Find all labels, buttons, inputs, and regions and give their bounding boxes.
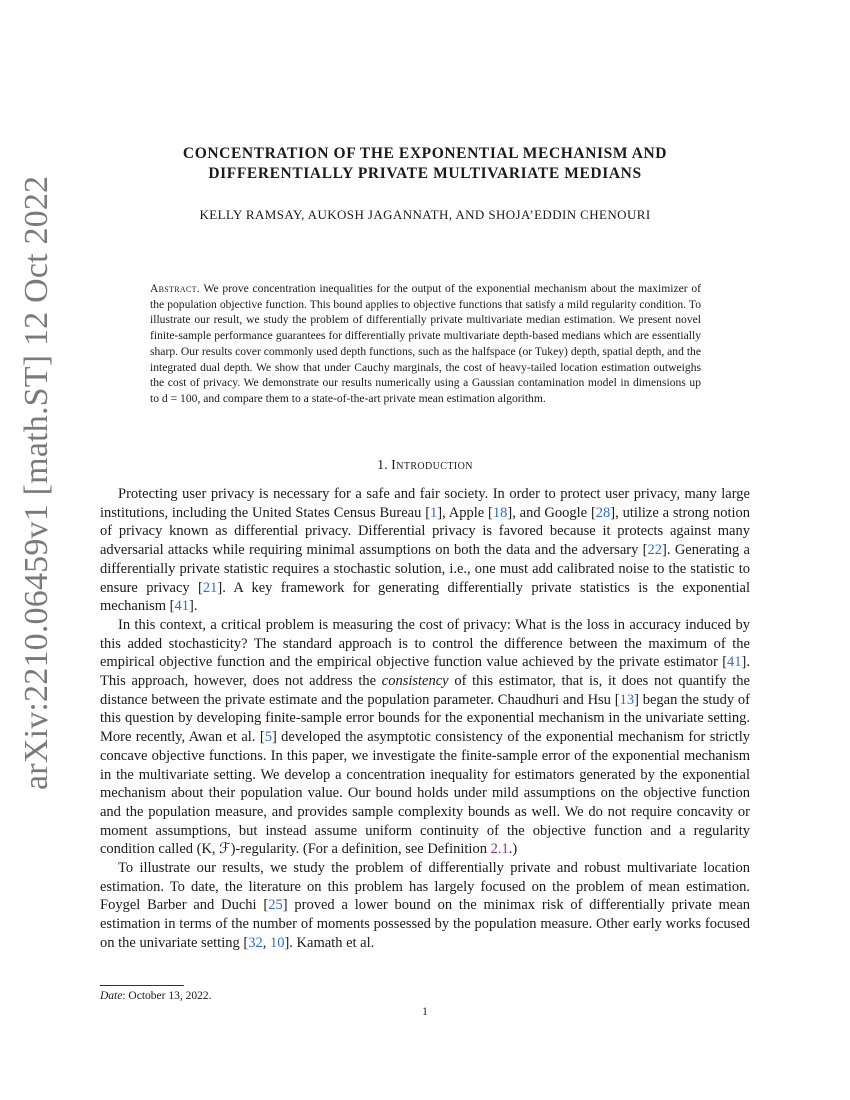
- text-run: began the study of this question by developing finite-sample error bounds for the exponential mechanism in the univariate setting. More recently, Awan et al.: [100, 691, 750, 746]
- definition-cross-reference[interactable]: 2.1: [490, 841, 509, 858]
- citation-link[interactable]: [41]: [722, 654, 747, 671]
- text-run: .): [508, 841, 518, 858]
- section-heading: [100, 458, 750, 474]
- citation-link[interactable]: [25]: [263, 897, 288, 914]
- text-run: , utilize a strong notion of privacy known as differential privacy. Differential privacy is favored because it protects against many adversarial attacks while requiring minimal assumptions on both the data and the adversary: [100, 504, 751, 559]
- text-run: . Generating a differentially private statistic requires a stochastic solution, i.e., one must add calibrated noise to the statistic to ensure privacy: [100, 542, 750, 596]
- citation-link[interactable]: [22]: [642, 542, 667, 559]
- text-run: . This approach, however, does not address the: [100, 654, 750, 690]
- text-run: . A key framework for generating differentially private statistics is the exponential mechanism: [100, 579, 750, 615]
- citation-number[interactable]: 5: [264, 729, 272, 746]
- abstract: [150, 281, 701, 407]
- footnote-text: : October 13, 2022.: [122, 990, 212, 1002]
- citation-number[interactable]: 28: [595, 504, 611, 521]
- citation-link[interactable]: [18]: [488, 504, 513, 521]
- citation-separator: ,: [262, 934, 270, 951]
- text-run: , and Google: [512, 504, 591, 521]
- paper-title: [100, 144, 750, 184]
- citation-link[interactable]: [32, 10]: [243, 934, 290, 951]
- text-run: Protecting user privacy is necessary for a safe and fair society. In order to protect user privacy, many large institutions, including the United States Census Bureau: [100, 486, 750, 521]
- text-run: In this context, a critical problem is measuring the cost of privacy: What is the loss in accuracy induced by this added stochasticity? The standard approach is to control the difference between the maximum of the empirical objective function and the empirical objective function value achieved by the private estimator: [100, 616, 750, 671]
- citation-link[interactable]: [28]: [590, 504, 616, 521]
- citation-number[interactable]: 18: [492, 504, 508, 521]
- citation-number[interactable]: 25: [268, 897, 283, 914]
- abstract-text: We prove concentration inequalities for the output of the exponential mechanism about the maximizer of the population objective function. This bound applies to objective functions that satisfy a mild regularity condition. To illustrate our result, we study the problem of differentially private multivariate median estimation. We present novel finite-sample performance guarantees for differentially private multivariate depth-based medians which are essentially sharp. Our results cover commonly used depth functions, such as the halfspace (or Tukey) depth, spatial depth, and the integrated dual depth. We show that under Cauchy marginals, the cost of heavy-tailed location estimation outweighs the cost of privacy. We demonstrate our results numerically using a Gaussian contamination model in dimensions up to d = 100, and compare them to a state-of-the-art private mean estimation algorithm.: [150, 282, 701, 405]
- text-run: , Apple: [442, 504, 489, 521]
- citation-number[interactable]: 22: [647, 542, 663, 559]
- text-run: .: [193, 598, 198, 615]
- paragraph-1: [100, 485, 750, 616]
- citation-number[interactable]: 21: [202, 579, 218, 596]
- footnote-label: Date: [100, 990, 123, 1002]
- body-text: [100, 485, 750, 953]
- paragraph-3: [100, 859, 750, 953]
- footnote-rule: [100, 985, 184, 986]
- title-line-1: CONCENTRATION OF THE EXPONENTIAL MECHANISM AND: [182, 145, 668, 162]
- author-list: KELLY RAMSAY, AUKOSH JAGANNATH, AND SHOJA’EDDIN CHENOURI: [199, 207, 651, 222]
- section-number: 1.: [377, 458, 388, 473]
- text-run: . Kamath et al.: [289, 934, 375, 951]
- citation-link[interactable]: [21]: [198, 579, 223, 596]
- citation-number[interactable]: 10: [269, 934, 285, 951]
- citation-number[interactable]: 41: [727, 654, 742, 671]
- citation-number[interactable]: 41: [174, 598, 190, 615]
- citation-link[interactable]: [1]: [425, 504, 443, 521]
- text-run: developed the asymptotic consistency of the exponential mechanism for strictly concave objective functions. In this paper, we investigate the finite-sample error of the exponential mechanism in the multivariate setting. We develop a concentration inequality for estimators generated by the exponential mechanism about their population value. Our bound holds under mild assumptions on the objective function and the population measure, and provides sample complexity bounds as well. We do not require concavity or moment assumptions, but instead assume uniform continuity of the objective function and a regularity condition called (K, ℱ)-regularity. (For a definition, see Definition: [100, 729, 751, 858]
- citation-number[interactable]: 1: [430, 504, 438, 521]
- title-line-2: DIFFERENTIALLY PRIVATE MULTIVARIATE MEDIANS: [208, 165, 642, 182]
- citation-number[interactable]: 32: [248, 934, 263, 951]
- page-number: 1: [422, 1006, 428, 1018]
- citation-number[interactable]: 13: [619, 691, 635, 708]
- abstract-label: Abstract.: [150, 282, 200, 295]
- text-run: proved a lower bound on the minimax risk of differentially private mean estimation in terms of the number of moments possessed by the population measure. Other early works focused on the univariate setting: [100, 897, 750, 951]
- emphasized-term: consistency: [381, 673, 449, 690]
- section-title: Introduction: [391, 458, 473, 473]
- citation-link[interactable]: [13]: [614, 691, 639, 708]
- date-footnote: [100, 990, 211, 1002]
- arxiv-identifier-stamp[interactable]: arXiv:2210.06459v1 [math.ST] 12 Oct 2022: [18, 175, 55, 790]
- text-run: To illustrate our results, we study the problem of differentially private and robust multivariate location estimation. To date, the literature on this problem has largely focused on the problem of mean estimation. Foygel Barber and Duchi: [100, 860, 750, 914]
- citation-link[interactable]: [5]: [259, 729, 277, 746]
- citation-link[interactable]: [41]: [169, 598, 194, 615]
- paragraph-2: [100, 616, 750, 859]
- text-run: of this estimator, that is, it does not quantify the distance between the private estimate and the population parameter. Chaudhuri and Hsu: [100, 673, 750, 708]
